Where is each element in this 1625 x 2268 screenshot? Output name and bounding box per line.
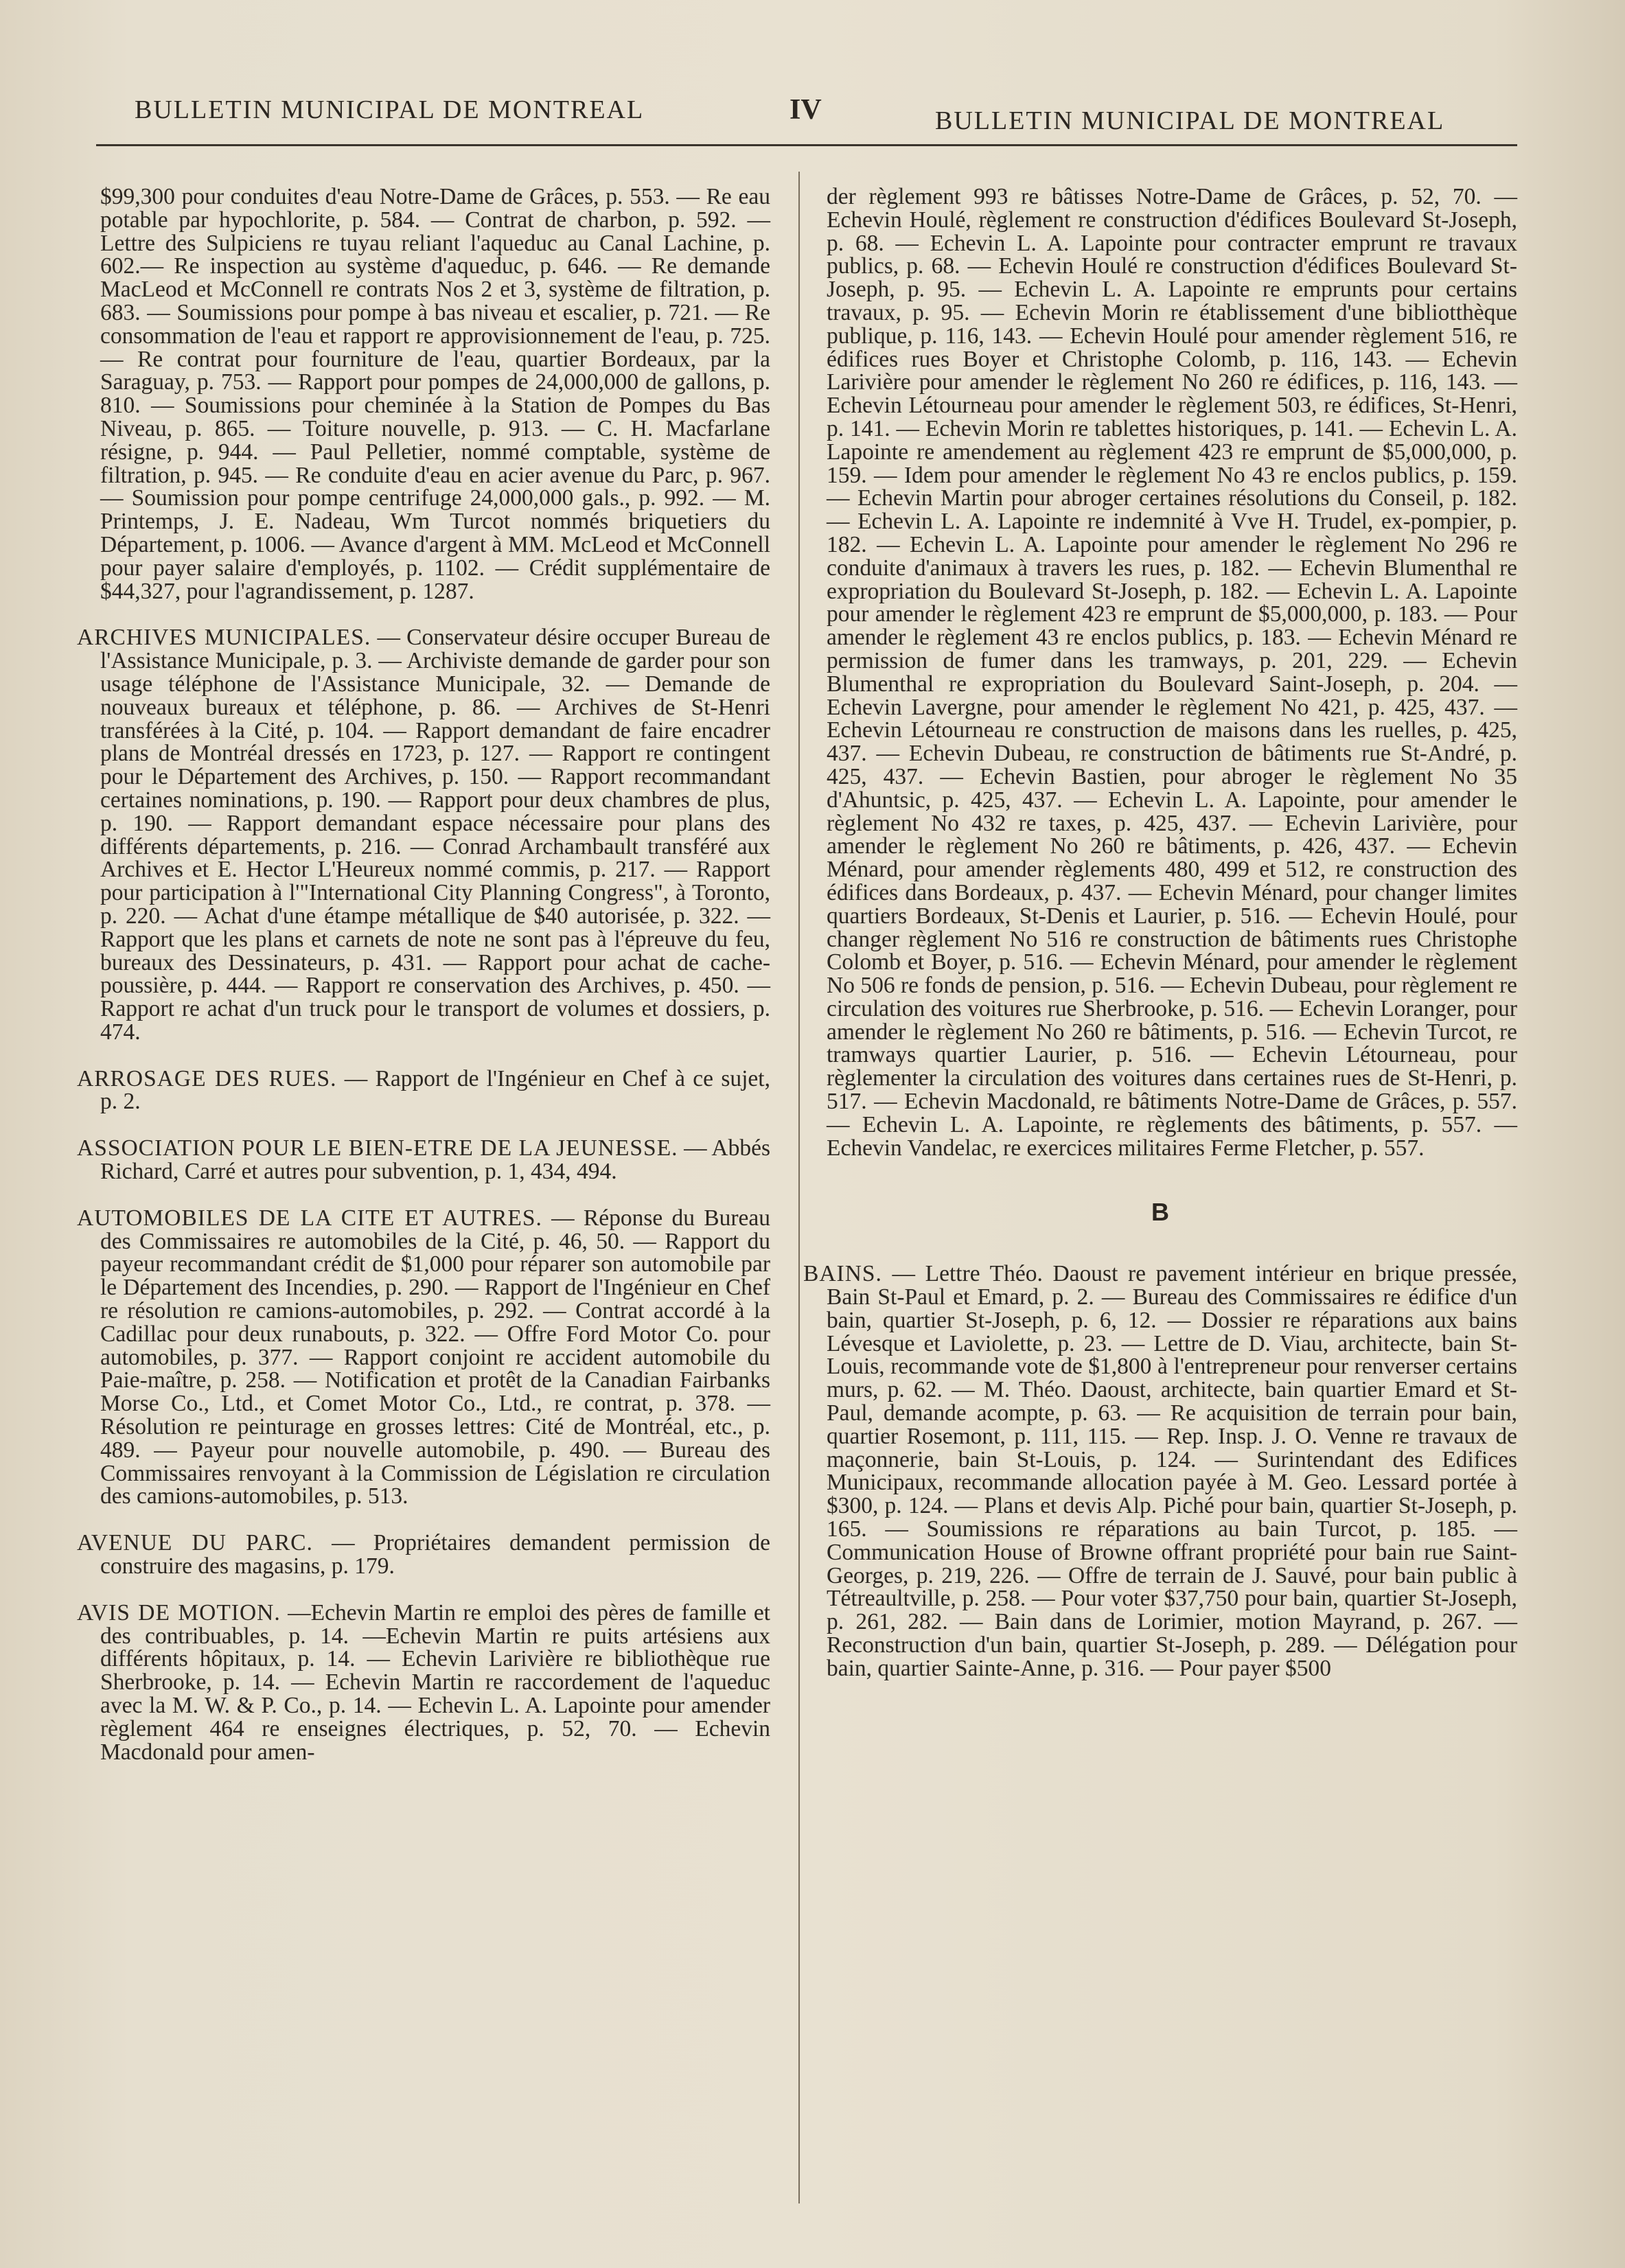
- index-entry: [803, 1262, 1517, 1680]
- entry-head: ARROSAGE DES RUES.: [77, 1065, 337, 1091]
- section-letter: B: [1151, 1198, 1169, 1227]
- entry-head: AUTOMOBILES DE LA CITE ET AUTRES.: [77, 1205, 542, 1231]
- index-entry: [803, 185, 1517, 1159]
- entry-text: — Abbés Richard, Carré et autres pour subvention, p. 1, 434, 494.: [100, 1135, 770, 1185]
- index-entry: [77, 1531, 770, 1578]
- left-column: [77, 185, 770, 1787]
- index-entry: [77, 1067, 770, 1114]
- entry-text: — Réponse du Bureau des Commissaires re automobiles de la Cité, p. 46, 50. — Rapport du payeur recommandant crédit de $1,000 pour réparer son automobile par le Département des Incendies, p. 290. — Rapport de l'Ingénieur en Chef re résolution re camions-automobiles, p. 292. — Contrat accordé à la Cadillac pour deux runabouts, p. 322. — Offre Ford Motor Co. pour automobiles, p. 377. — Rapport conjoint re accident automobile du Paie-maître, p. 258. — Notification et protêt de la Canadian Fairbanks Morse Co., Ltd., et Comet Motor Co., Ltd., re contrat, p. 378. — Résolution re peinturage en grosses lettres: Cité de Montréal, etc., p. 489. — Payeur pour nouvelle automobile, p. 490. — Bureau des Commissaires renvoyant à la Commission de Législation re circulation des camions-automobiles, p. 513.: [100, 1205, 770, 1509]
- page-header: [0, 88, 1625, 136]
- index-entry: [77, 1601, 770, 1764]
- entry-text: — Rapport de l'Ingénieur en Chef à ce sujet, p. 2.: [100, 1065, 770, 1115]
- column-divider: [798, 172, 800, 2203]
- index-entry: [77, 626, 770, 1043]
- entry-head: ARCHIVES MUNICIPALES.: [77, 625, 371, 651]
- entry-text: $99,300 pour conduites d'eau Notre-Dame de Grâces, p. 553. — Re eau potable par hypochlorite, p. 584. — Contrat de charbon, p. 592. — Lettre des Sulpiciens re tuyau reliant l'aqueduc au Canal Lachine, p. 602.— Re inspection au système d'aqueduc, p. 646. — Re demande MacLeod et McConnell re contrats Nos 2 et 3, système de filtration, p. 683. — Soumissions pour pompe à bas niveau et escalier, p. 721. — Re consommation de l'eau et rapport re approvisionnement de l'eau, p. 725. — Re contrat pour fourniture de l'eau, quartier Bordeaux, par la Saraguay, p. 753. — Rapport pour pompes de 24,000,000 de gallons, p. 810. — Soumissions pour cheminée à la Station de Pompes du Bas Niveau, p. 865. — Toiture nouvelle, p. 913. — C. H. Macfarlane résigne, p. 944. — Paul Pelletier, nommé comptable, système de filtration, p. 945. — Re conduite d'eau en acier avenue du Parc, p. 967. — Soumission pour pompe centrifuge 24,000,000 gals., p. 992. — M. Printemps, J. E. Nadeau, Wm Turcot nommés briquetiers du Département, p. 1006. — Avance d'argent à MM. McLeod et McConnell pour payer salaire d'employés, p. 1102. — Crédit supplémentaire de $44,327, pour l'agrandissement, p. 1287.: [100, 184, 770, 604]
- right-column: [803, 185, 1517, 1704]
- entry-text: — Conservateur désire occuper Bureau de l'Assistance Municipale, p. 3. — Archiviste demande de garder pour son usage téléphone de l'Assistance Municipale, 32. — Demande de nouveaux bureaux et téléphone, p. 86. — Archives de St-Henri transférées à la Cité, p. 104. — Rapport demandant de faire encadrer plans de Montréal dressés en 1723, p. 127. — Rapport re contingent pour le Département des Archives, p. 150. — Rapport recommandant certaines nominations, p. 190. — Rapport pour deux chambres de plus, p. 190. — Rapport demandant espace nécessaire pour plans des différents départements, p. 216. — Conrad Archambault transféré aux Archives et E. Hector L'Heureux nommé commis, p. 217. — Rapport pour participation à l'"International City Planning Congress", à Toronto, p. 220. — Achat d'une étampe métallique de $40 autorisée, p. 322. — Rapport que les plans et carnets de note ne sont pas à l'épreuve du feu, bureaux des Dessinateurs, p. 431. — Rapport pour achat de cache-poussière, p. 444. — Rapport re conservation des Archives, p. 450. — Rapport re achat d'un truck pour le transport de volumes et dossiers, p. 474.: [100, 625, 770, 1045]
- header-title-right: BULLETIN MUNICIPAL DE MONTREAL: [935, 106, 1445, 135]
- entry-head: BAINS.: [803, 1261, 882, 1287]
- index-entry: [77, 1207, 770, 1508]
- entry-head: AVENUE DU PARC.: [77, 1530, 313, 1556]
- entry-text: — Propriétaires demandent permission de construire des magasins, p. 179.: [100, 1530, 770, 1579]
- index-entry: [77, 1137, 770, 1183]
- entry-text: — Lettre Théo. Daoust re pavement intérieur en brique pressée, Bain St-Paul et Emard, p. 2. — Bureau des Commissaires re édifice d'un bain, quartier St-Joseph, p. 6, 12. — Dossier re réparations aux bains Lévesque et Laviolette, p. 23. — Lettre de D. Viau, architecte, bain St-Louis, recommande vote de $1,800 à l'entrepreneur pour renverser certains murs, p. 62. — M. Théo. Daoust, architecte, bain quartier Emard et St-Paul, demande acompte, p. 63. — Re acquisition de terrain pour bain, quartier Rosemont, p. 111, 115. — Rep. Insp. J. O. Venne re travaux de maçonnerie, bain St-Louis, p. 124. — Surintendant des Edifices Municipaux, recommande allocation payée à M. Geo. Lessard portée à $300, p. 124. — Plans et devis Alp. Piché pour bain, quartier St-Joseph, p. 165. — Soumissions re réparations au bain Turcot, p. 185. — Communication House of Browne offrant propriété pour bain rue Saint-Georges, p. 219, 226. — Offre de terrain de J. Sauvé, pour bain public à Tétreaultville, p. 258. — Pour voter $37,750 pour bain, quartier St-Joseph, p. 261, 282. — Bain dans de Lorimier, motion Mayrand, p. 267. — Reconstruction d'un bain, quartier St-Joseph, p. 289. — Délégation pour bain, quartier Sainte-Anne, p. 316. — Pour payer $500: [827, 1261, 1517, 1681]
- entry-head: AVIS DE MOTION.: [77, 1599, 281, 1625]
- entry-head: ASSOCIATION POUR LE BIEN-ETRE DE LA JEUNESSE.: [77, 1135, 678, 1161]
- header-title-left: BULLETIN MUNICIPAL DE MONTREAL: [135, 95, 645, 124]
- index-entry: [77, 185, 770, 603]
- entry-text: der règlement 993 re bâtisses Notre-Dame de Grâces, p. 52, 70. — Echevin Houlé, règlement re construction d'édifices Boulevard St-Joseph, p. 68. — Echevin L. A. Lapointe pour contracter emprunt re travaux publics, p. 68. — Echevin Houlé re construction d'édifices Boulevard St-Joseph, p. 95. — Echevin L. A. Lapointe re emprunts pour certains travaux, p. 95. — Echevin Morin re établissement d'une bibliotthèque publique, p. 116, 143. — Echevin Houlé pour amender règlement 516, re édifices rues Boyer et Christophe Colomb, p. 116, 143. — Echevin Larivière pour amender le règlement No 260 re édifices, p. 116, 143. — Echevin Létourneau pour amender le règlement 503, re édifices, St-Henri, p. 141. — Echevin Morin re tablettes historiques, p. 141. — Echevin L. A. Lapointe re amendement au règlement 423 re emprunt de $5,000,000, p. 159. — Idem pour amender le règlement No 43 re enclos publics, p. 159. — Echevin Martin pour abroger certaines résolutions du Conseil, p. 182. — Echevin L. A. Lapointe re indemnité à Vve H. Trudel, ex-pompier, p. 182. — Echevin L. A. Lapointe pour amender le règlement No 296 re conduite d'animaux à travers les rues, p. 182. — Echevin Blumenthal re expropriation du Boulevard St-Joseph, p. 182. — Echevin L. A. Lapointe pour amender le règlement 423 re emprunt de $5,000,000, p. 183. — Pour amender le règlement 43 re enclos publics, p. 183. — Echevin Ménard re permission de fumer dans les tramways, p. 201, 229. — Echevin Blumenthal re expropriation du Boulevard Saint-Joseph, p. 204. — Echevin Lavergne, pour amender le règlement No 421, p. 425, 437. — Echevin Létourneau re construction de maisons dans les ruelles, p. 425, 437. — Echevin Dubeau, re construction de bâtiments rue St-André, p. 425, 437. — Echevin Bastien, pour abroger le règlement No 35 d'Ahuntsic, p. 425, 437. — Echevin L. A. Lapointe, pour amender le règlement No 432 re taxes, p. 425, 437. — Echevin Larivière, pour amender le règlement No 260 re bâtiments, p. 426, 437. — Echevin Ménard, pour amender règlements 480, 499 et 512, re construction des édifices dans Bordeaux, p. 437. — Echevin Ménard, pour changer limites quartiers Bordeaux, St-Denis et Laurier, p. 516. — Echevin Houlé, pour changer règlement No 516 re construction de bâtiments rues Christophe Colomb et Boyer, p. 516. — Echevin Ménard, pour amender le règlement No 506 re fonds de pension, p. 516. — Echevin Dubeau, pour règlement re circulation des voitures rue Sherbrooke, p. 516. — Echevin Loranger, pour amender le règlement No 260 re bâtiments, p. 516. — Echevin Turcot, re tramways quartier Laurier, p. 516. — Echevin Létourneau, pour règlementer la circulation des voitures dans certaines rues de St-Henri, p. 517. — Echevin Macdonald, re bâtiments Notre-Dame de Grâces, p. 557. — Echevin L. A. Lapointe, re règlements des bâtiments, p. 557. — Echevin Vandelac, re exercices militaires Ferme Fletcher, p. 557.: [827, 184, 1517, 1161]
- page-number: IV: [790, 94, 822, 126]
- entry-text: —Echevin Martin re emploi des pères de famille et des contribuables, p. 14. —Echevin Martin re puits artésiens aux différents hôpitaux, p. 14. — Echevin Larivière re bibliothèque rue Sherbrooke, p. 14. — Echevin Martin re raccordement de l'aqueduc avec la M. W. & P. Co., p. 14. — Echevin L. A. Lapointe pour amender règlement 464 re enseignes électriques, p. 52, 70. — Echevin Macdonald pour amen-: [100, 1599, 770, 1765]
- header-rule: [96, 144, 1517, 146]
